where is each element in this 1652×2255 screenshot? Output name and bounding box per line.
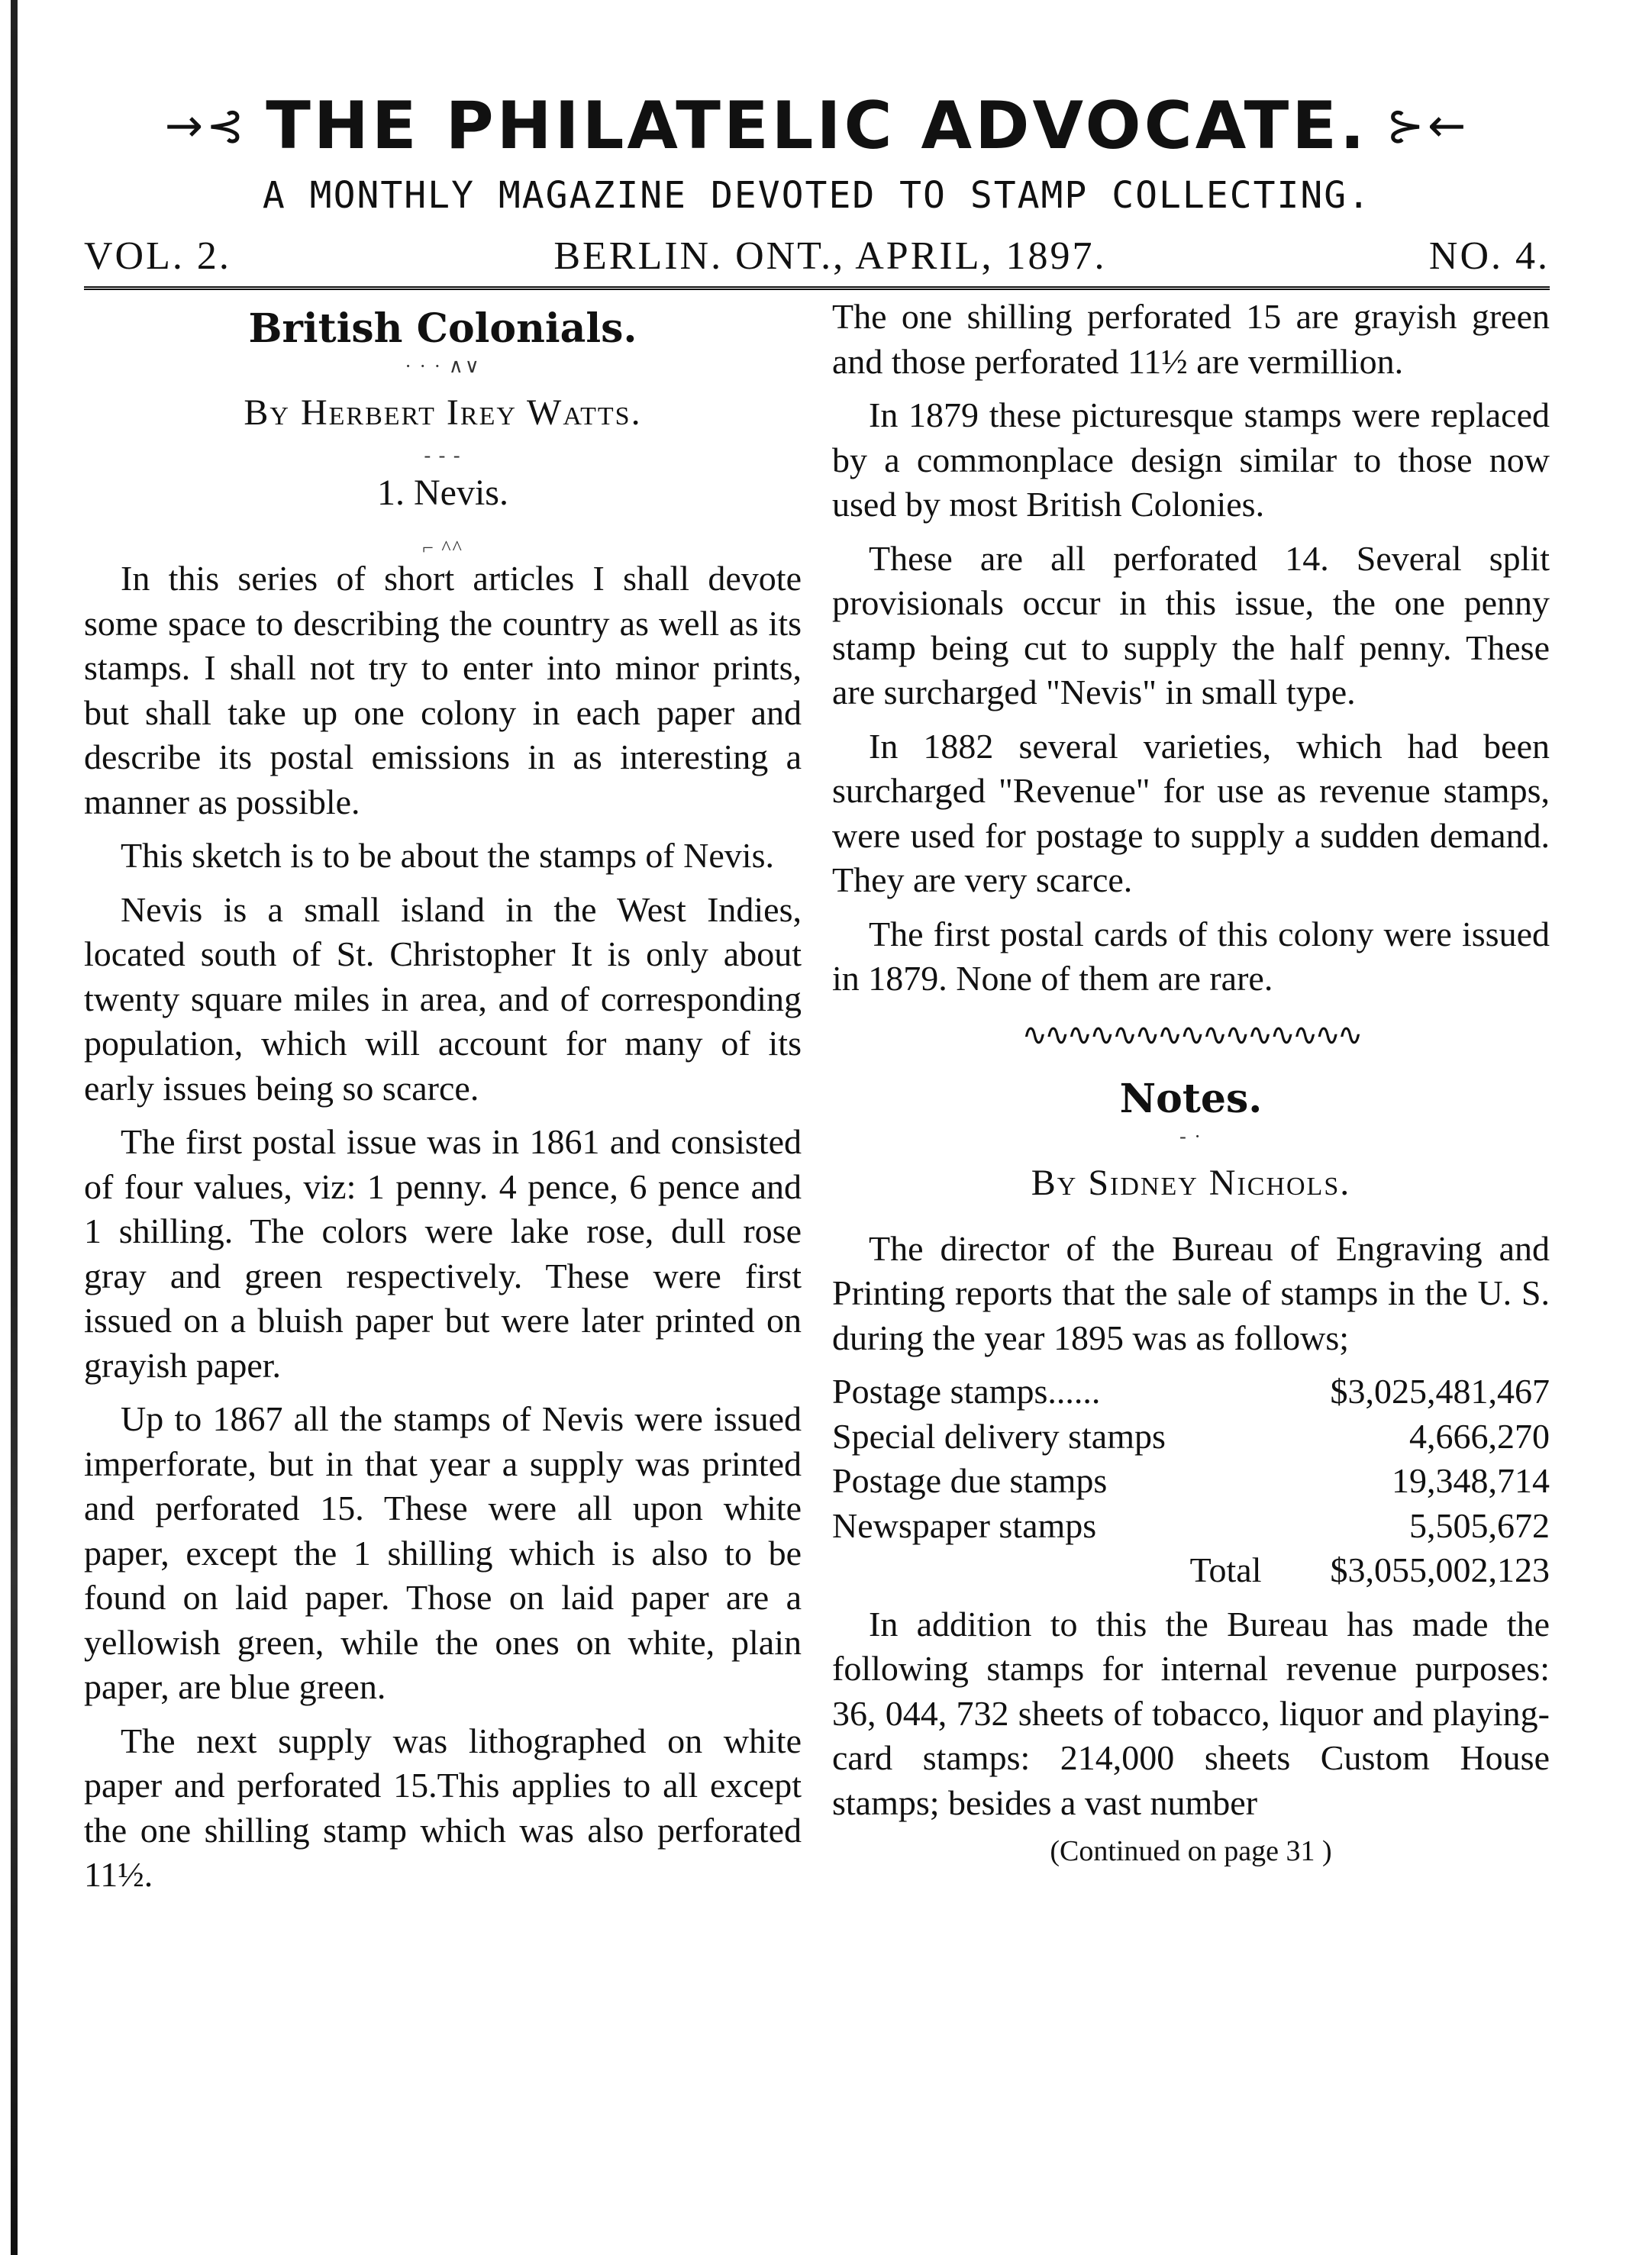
volume-label: VOL. 2. xyxy=(84,234,231,279)
article-paragraph: The first postal issue was in 1861 and consisted of four values, viz: 1 penny. 4 pence, 6 pence and 1 shilling. The colors were lake rose, dull rose gray and green respectively. These were first issued on a bluish paper but were later printed on grayish paper. xyxy=(84,1122,802,1385)
article-paragraph: In 1879 these picturesque stamps were replaced by a commonplace design similar to those now used by most British Colonies. xyxy=(832,395,1550,524)
stat-label: Postage due stamps xyxy=(832,1461,1108,1501)
ornament-divider: ⌐ ^^ xyxy=(422,537,463,560)
article-paragraph: In 1882 several varieties, which had been surcharged "Revenue" for use as revenue stamps, were used for postage to supply a sudden demand. They are very scarce. xyxy=(832,726,1550,900)
total-label: Total xyxy=(1189,1550,1262,1590)
article-paragraph: Up to 1867 all the stamps of Nevis were issued imperforate, but in that year a supply was printed and perforated 15. These were all upon white paper, except the 1 shilling which is also to be found on laid paper. Those on laid paper are a yellowish green, while the ones on white, plain paper, are blue green. xyxy=(84,1399,802,1707)
right-column xyxy=(832,295,1550,1907)
stat-row xyxy=(832,1459,1550,1504)
right-flourish-icon: ⊱← xyxy=(1386,98,1470,153)
stat-value: $3,025,481,467 xyxy=(1330,1372,1550,1411)
left-column xyxy=(84,295,802,1907)
article-paragraph: Nevis is a small island in the West Indies, located south of St. Christopher It is only about twenty square miles in area, and of corresponding population, which will account for many of its early issues being so scarce. xyxy=(84,889,802,1108)
article-paragraph: In this series of short articles I shall devote some space to describing the country as well as its stamps. I shall not try to enter into minor prints, but shall take up one colony in each paper and describe its postal emissions in as interesting a manner as possible. xyxy=(84,559,802,821)
stat-value: 4,666,270 xyxy=(1409,1416,1550,1456)
article-paragraph: This sketch is to be about the stamps of Nevis. xyxy=(121,836,774,876)
ornament-divider: - - - xyxy=(424,444,462,467)
issue-line xyxy=(84,234,1550,290)
stat-label: Newspaper stamps xyxy=(832,1505,1097,1545)
article-paragraph: The first postal cards of this colony were issued in 1879. None of them are rare. xyxy=(832,914,1550,998)
publication-subtitle: A MONTHLY MAGAZINE DEVOTED TO STAMP COLLECTING. xyxy=(262,174,1372,218)
stamp-sales-table xyxy=(832,1369,1550,1593)
page-edge-bar xyxy=(11,0,18,2255)
article-paragraph: These are all perforated 14. Several split provisionals occur in this issue, the one penny stamp being cut to supply the half penny. These are surcharged "Nevis" in small type. xyxy=(832,538,1550,712)
ornament-divider: · · · ∧∨ xyxy=(405,355,481,378)
article-subtitle: 1. Nevis. xyxy=(377,473,508,514)
stat-row xyxy=(832,1415,1550,1460)
ornament-divider: - · xyxy=(1179,1124,1202,1147)
notes-paragraph: In addition to this the Bureau has made the following stamps for internal revenue purposes: 36, 044, 732 sheets of tobacco, liquor and playing-card stamps: 214,000 sheets Custom House stamps; besides a vast number xyxy=(832,1604,1550,1822)
stat-total-row xyxy=(832,1548,1550,1593)
notes-byline: By Sidney Nichols. xyxy=(1031,1162,1351,1203)
stat-label: Postage stamps...... xyxy=(832,1372,1101,1411)
masthead xyxy=(84,88,1550,290)
stat-label: Special delivery stamps xyxy=(832,1416,1166,1456)
stat-value: 19,348,714 xyxy=(1392,1461,1550,1501)
article-paragraph: The next supply was lithographed on white paper and perforated 15.This applies to all except the one shilling stamp which was also perforated 11½. xyxy=(84,1721,802,1895)
total-value: $3,055,002,123 xyxy=(1330,1550,1550,1590)
place-date-label: BERLIN. ONT., APRIL, 1897. xyxy=(553,234,1107,279)
wavy-divider: ∿∿∿∿∿∿∿∿∿∿∿∿∿∿∿ xyxy=(1021,1017,1360,1052)
columns xyxy=(84,295,1550,1907)
newspaper-page xyxy=(84,88,1550,2237)
notes-title: Notes. xyxy=(1119,1075,1263,1122)
issue-number-label: NO. 4. xyxy=(1428,234,1550,279)
article-paragraph: The one shilling perforated 15 are grayish green and those perforated 11½ are vermillion. xyxy=(832,297,1550,381)
continued-notice: (Continued on page 31 ) xyxy=(1050,1835,1332,1868)
stat-row xyxy=(832,1369,1550,1415)
stat-row xyxy=(832,1504,1550,1549)
notes-paragraph: The director of the Bureau of Engraving and Printing reports that the sale of stamps in the U. S. during the year 1895 was as follows; xyxy=(832,1228,1550,1357)
publication-title: THE PHILATELIC ADVOCATE. xyxy=(266,88,1368,164)
article-byline: By Herbert Irey Watts. xyxy=(244,392,642,434)
left-flourish-icon: →⊰ xyxy=(164,98,248,153)
article-title: British Colonials. xyxy=(248,305,637,353)
masthead-title-row xyxy=(84,88,1550,164)
stat-value: 5,505,672 xyxy=(1409,1505,1550,1545)
